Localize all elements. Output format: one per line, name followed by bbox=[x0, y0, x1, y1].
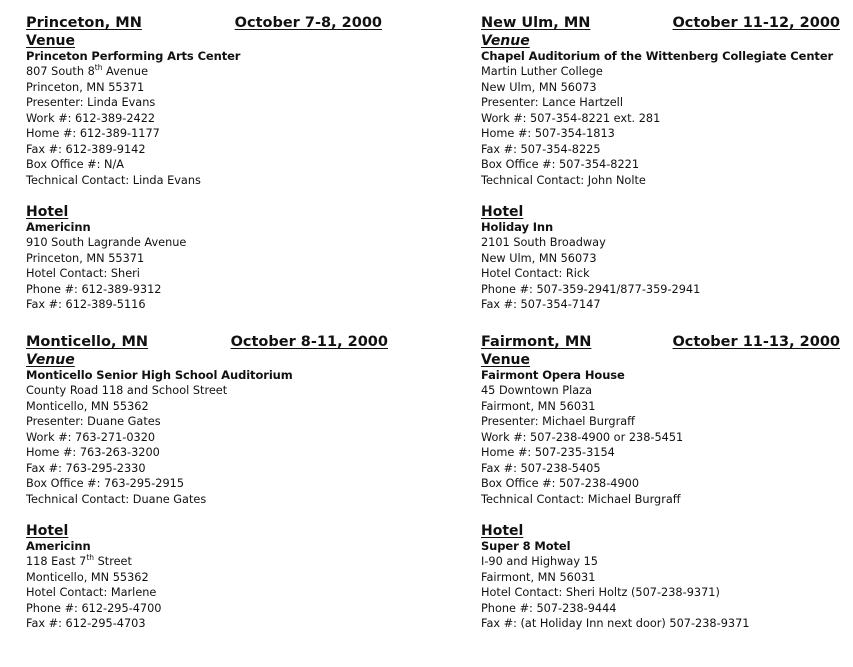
event-dates: October 11-13, 2000 bbox=[672, 334, 840, 350]
home-phone: Home #: 507-354-1813 bbox=[481, 127, 615, 140]
hotel-phone: Phone #: 507-359-2941/877-359-2941 bbox=[481, 282, 701, 296]
hotel-city-zip: Monticello, MN 55362 bbox=[26, 570, 149, 584]
home-phone: Home #: 763-263-3200 bbox=[26, 446, 160, 459]
city-name: Princeton, MN bbox=[26, 15, 142, 31]
event-dates: October 11-12, 2000 bbox=[672, 15, 840, 31]
venue-name: Chapel Auditorium of the Wittenberg Collegiate Center bbox=[481, 49, 834, 63]
box-office: Box Office #: 507-238-4900 bbox=[481, 477, 640, 490]
hotel-name: Americinn bbox=[26, 539, 91, 553]
hotel-heading: Hotel bbox=[26, 523, 69, 539]
fairmont-block bbox=[481, 333, 840, 632]
home-phone: Home #: 612-389-1177 bbox=[26, 127, 160, 140]
venue-city-zip: Monticello, MN 55362 bbox=[26, 399, 149, 413]
venue-street: Martin Luther College bbox=[481, 65, 603, 78]
event-dates: October 8-11, 2000 bbox=[230, 334, 388, 350]
box-office: Box Office #: 507-354-8221 bbox=[481, 158, 640, 171]
hotel-phone: Phone #: 612-389-9312 bbox=[26, 282, 162, 296]
city-header bbox=[481, 14, 840, 32]
venue-name: Princeton Performing Arts Center bbox=[26, 49, 241, 63]
hotel-heading: Hotel bbox=[481, 204, 524, 220]
hotel-contact: Hotel Contact: Sheri bbox=[26, 267, 140, 280]
hotel-heading: Hotel bbox=[481, 523, 524, 539]
hotel-city-zip: New Ulm, MN 56073 bbox=[481, 251, 597, 265]
home-phone: Home #: 507-235-3154 bbox=[481, 446, 615, 459]
box-office: Box Office #: 763-295-2915 bbox=[26, 477, 185, 490]
venue-heading: Venue bbox=[26, 352, 75, 368]
fax: Fax #: 507-238-5405 bbox=[481, 461, 601, 475]
venue-heading: Venue bbox=[481, 352, 530, 368]
presenter: Presenter: Michael Burgraff bbox=[481, 415, 635, 428]
venue-heading: Venue bbox=[26, 33, 75, 49]
venue-city-zip: Fairmont, MN 56031 bbox=[481, 399, 596, 413]
fax: Fax #: 507-354-8225 bbox=[481, 142, 601, 156]
hotel-street: 910 South Lagrande Avenue bbox=[26, 236, 187, 249]
city-header bbox=[26, 14, 382, 32]
fax: Fax #: 763-295-2330 bbox=[26, 461, 146, 475]
hotel-phone: Phone #: 612-295-4700 bbox=[26, 601, 162, 615]
presenter: Presenter: Linda Evans bbox=[26, 96, 156, 109]
city-name: Monticello, MN bbox=[26, 334, 149, 350]
hotel-heading: Hotel bbox=[26, 204, 69, 220]
work-phone: Work #: 507-354-8221 ext. 281 bbox=[481, 111, 661, 125]
venue-city-zip: Princeton, MN 55371 bbox=[26, 80, 145, 94]
hotel-fax: Fax #: 612-295-4703 bbox=[26, 617, 146, 630]
presenter: Presenter: Duane Gates bbox=[26, 415, 161, 428]
venue-name: Fairmont Opera House bbox=[481, 368, 625, 382]
city-header bbox=[481, 333, 840, 351]
hotel-street: I-90 and Highway 15 bbox=[481, 555, 598, 568]
hotel-fax: Fax #: 612-389-5116 bbox=[26, 298, 146, 311]
monticello-block bbox=[26, 333, 388, 632]
hotel-contact: Hotel Contact: Rick bbox=[481, 267, 590, 280]
princeton-block bbox=[26, 14, 382, 313]
fax: Fax #: 612-389-9142 bbox=[26, 142, 146, 156]
venue-street: 807 South 8th Avenue bbox=[26, 63, 149, 78]
technical-contact: Technical Contact: Duane Gates bbox=[26, 492, 207, 506]
event-dates: October 7-8, 2000 bbox=[234, 15, 382, 31]
hotel-city-zip: Fairmont, MN 56031 bbox=[481, 570, 596, 584]
hotel-name: Super 8 Motel bbox=[481, 539, 571, 553]
venue-heading: Venue bbox=[481, 33, 530, 49]
technical-contact: Technical Contact: John Nolte bbox=[481, 173, 646, 187]
box-office: Box Office #: N/A bbox=[26, 158, 125, 171]
city-name: New Ulm, MN bbox=[481, 15, 591, 31]
presenter: Presenter: Lance Hartzell bbox=[481, 96, 623, 109]
new-ulm-block bbox=[481, 14, 840, 313]
hotel-city-zip: Princeton, MN 55371 bbox=[26, 251, 145, 265]
work-phone: Work #: 763-271-0320 bbox=[26, 430, 156, 444]
city-name: Fairmont, MN bbox=[481, 334, 592, 350]
venue-street: County Road 118 and School Street bbox=[26, 384, 228, 397]
hotel-street: 118 East 7th Street bbox=[26, 553, 132, 568]
hotel-fax: Fax #: (at Holiday Inn next door) 507-238-9371 bbox=[481, 617, 750, 630]
work-phone: Work #: 612-389-2422 bbox=[26, 111, 156, 125]
city-header bbox=[26, 333, 388, 351]
technical-contact: Technical Contact: Linda Evans bbox=[26, 173, 201, 187]
hotel-name: Holiday Inn bbox=[481, 220, 554, 234]
hotel-contact: Hotel Contact: Sheri Holtz (507-238-9371) bbox=[481, 586, 720, 599]
hotel-street: 2101 South Broadway bbox=[481, 236, 606, 249]
hotel-phone: Phone #: 507-238-9444 bbox=[481, 601, 617, 615]
hotel-name: Americinn bbox=[26, 220, 91, 234]
venue-street: 45 Downtown Plaza bbox=[481, 384, 593, 397]
work-phone: Work #: 507-238-4900 or 238-5451 bbox=[481, 430, 684, 444]
venue-city-zip: New Ulm, MN 56073 bbox=[481, 80, 597, 94]
venue-name: Monticello Senior High School Auditorium bbox=[26, 368, 293, 382]
hotel-contact: Hotel Contact: Marlene bbox=[26, 586, 157, 599]
hotel-fax: Fax #: 507-354-7147 bbox=[481, 298, 601, 311]
technical-contact: Technical Contact: Michael Burgraff bbox=[481, 492, 681, 506]
